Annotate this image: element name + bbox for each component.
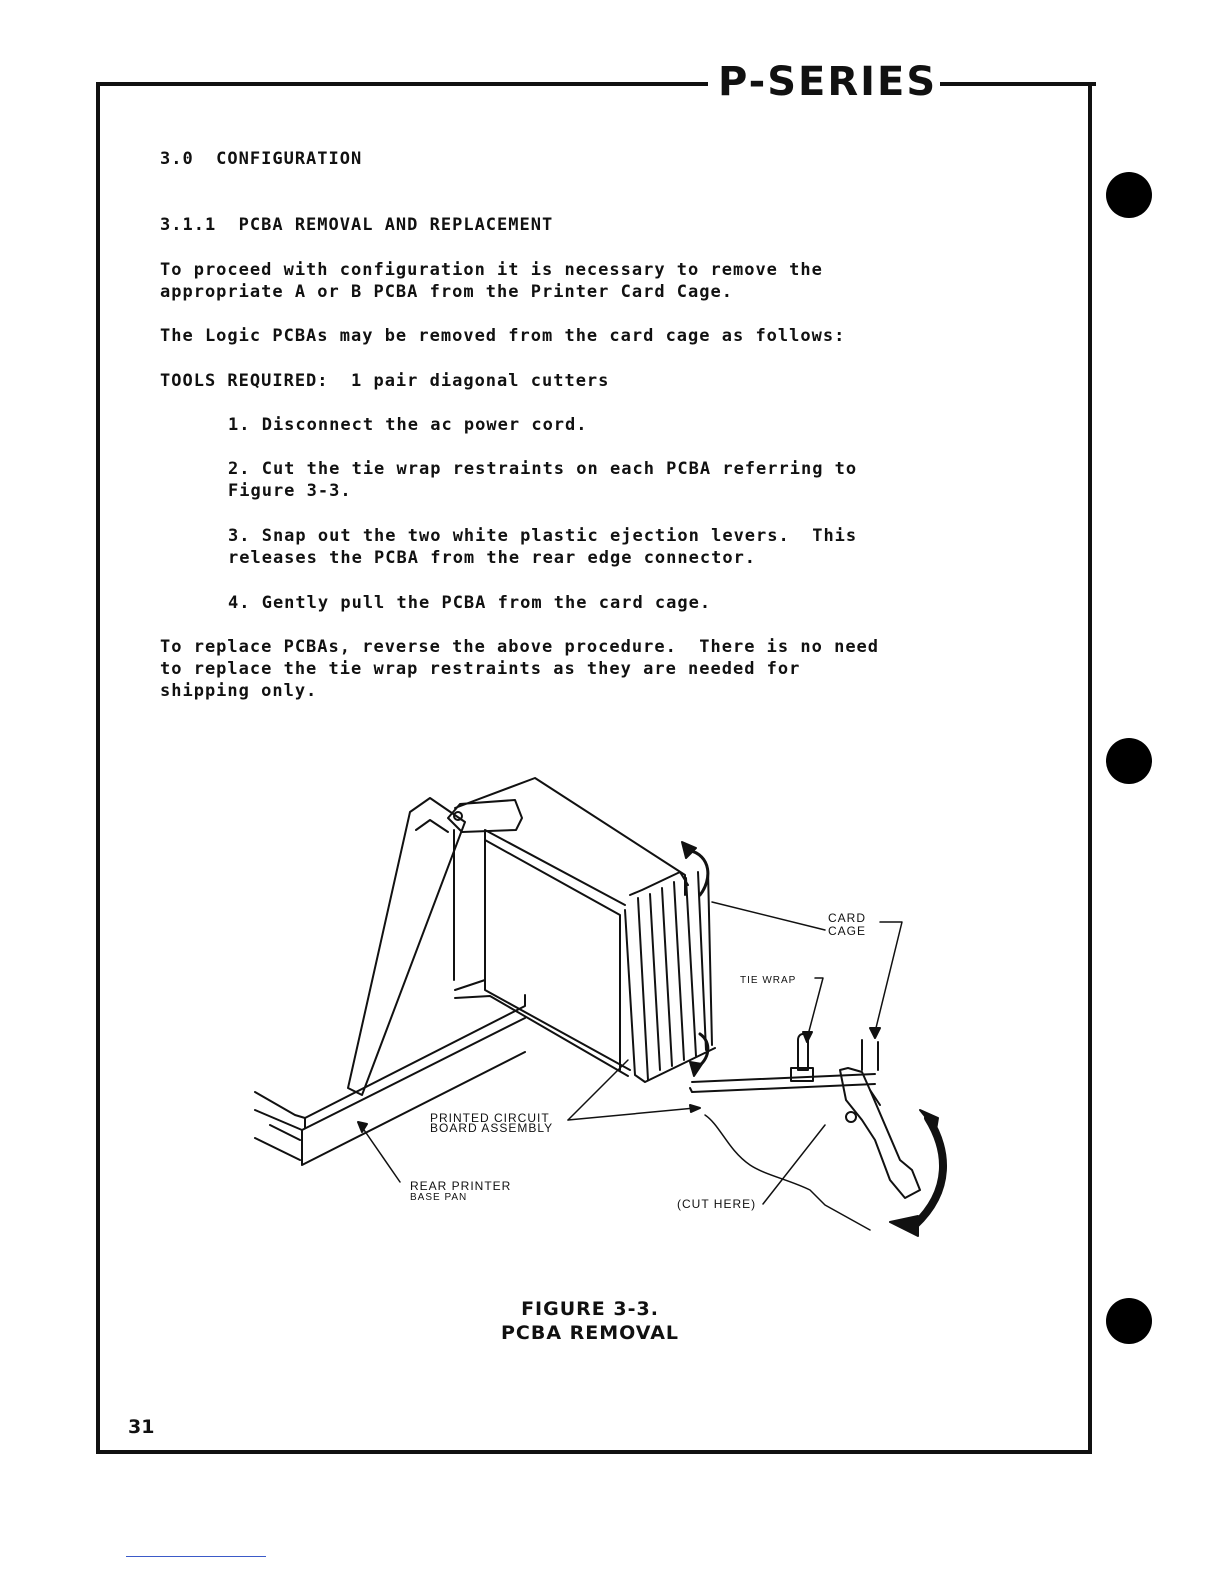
figure-caption-subtitle: PCBA REMOVAL — [500, 1322, 680, 1344]
tag-drawing — [448, 800, 522, 832]
card-cage-drawing — [455, 778, 685, 1076]
label-pcba-2: BOARD ASSEMBLY — [430, 1121, 554, 1135]
label-card-cage-1: CARD — [828, 911, 867, 925]
replace-paragraph-line-2: to replace the tie wrap restraints as they are needed for — [160, 659, 801, 679]
page-number: 31 — [128, 1416, 155, 1438]
label-rear-printer-2: BASE PAN — [410, 1192, 468, 1203]
step-3-line-1: 3. Snap out the two white plastic ejection levers. This — [228, 526, 858, 546]
pcba-stack-drawing — [625, 870, 715, 1082]
step-2-line-2: Figure 3-3. — [228, 481, 352, 501]
binder-hole-top — [1106, 172, 1152, 218]
series-title: P-SERIES — [718, 59, 938, 105]
step-4: 4. Gently pull the PCBA from the card cage. — [228, 593, 712, 613]
label-rear-printer-1: REAR PRINTER — [410, 1179, 512, 1193]
step-3-line-2: releases the PCBA from the rear edge connector. — [228, 548, 757, 568]
frame-border-right — [1088, 82, 1092, 1454]
frame-border-top-left — [98, 82, 708, 86]
tools-required: TOOLS REQUIRED: 1 pair diagonal cutters — [160, 371, 610, 391]
replace-paragraph-line-3: shipping only. — [160, 681, 318, 701]
side-panel-drawing — [348, 798, 465, 1095]
replace-paragraph-line-1: To replace PCBAs, reverse the above procedure. There is no need — [160, 637, 880, 657]
binder-hole-bottom — [1106, 1298, 1152, 1344]
intro-paragraph-line-2: appropriate A or B PCBA from the Printer Card Cage. — [160, 282, 733, 302]
frame-border-left — [96, 82, 100, 1454]
subsection-heading: 3.1.1 PCBA REMOVAL AND REPLACEMENT — [160, 215, 554, 235]
label-card-cage-2: CAGE — [828, 924, 867, 938]
step-2-line-1: 2. Cut the tie wrap restraints on each PCBA referring to — [228, 459, 858, 479]
section-heading: 3.0 CONFIGURATION — [160, 149, 363, 169]
tie-wrap-drawing — [690, 1074, 875, 1092]
label-tie-wrap: TIE WRAP — [740, 975, 797, 986]
binder-hole-middle — [1106, 738, 1152, 784]
frame-border-bottom — [96, 1450, 1092, 1454]
pcba-removal-figure — [250, 770, 970, 1250]
cutter-drawing — [840, 1068, 920, 1198]
intro-paragraph-line-1: To proceed with configuration it is necessary to remove the — [160, 260, 823, 280]
frame-border-top-right — [940, 82, 1096, 86]
logic-paragraph: The Logic PCBAs may be removed from the card cage as follows: — [160, 326, 846, 346]
label-cut-here: (CUT HERE) — [677, 1197, 757, 1211]
rotation-arrow — [915, 1118, 943, 1225]
figure-caption-title: FIGURE 3-3. — [521, 1298, 659, 1320]
label-pcba-1: PRINTED CIRCUIT — [430, 1111, 550, 1125]
step-1: 1. Disconnect the ac power cord. — [228, 415, 588, 435]
footer-link-underline — [126, 1556, 266, 1557]
